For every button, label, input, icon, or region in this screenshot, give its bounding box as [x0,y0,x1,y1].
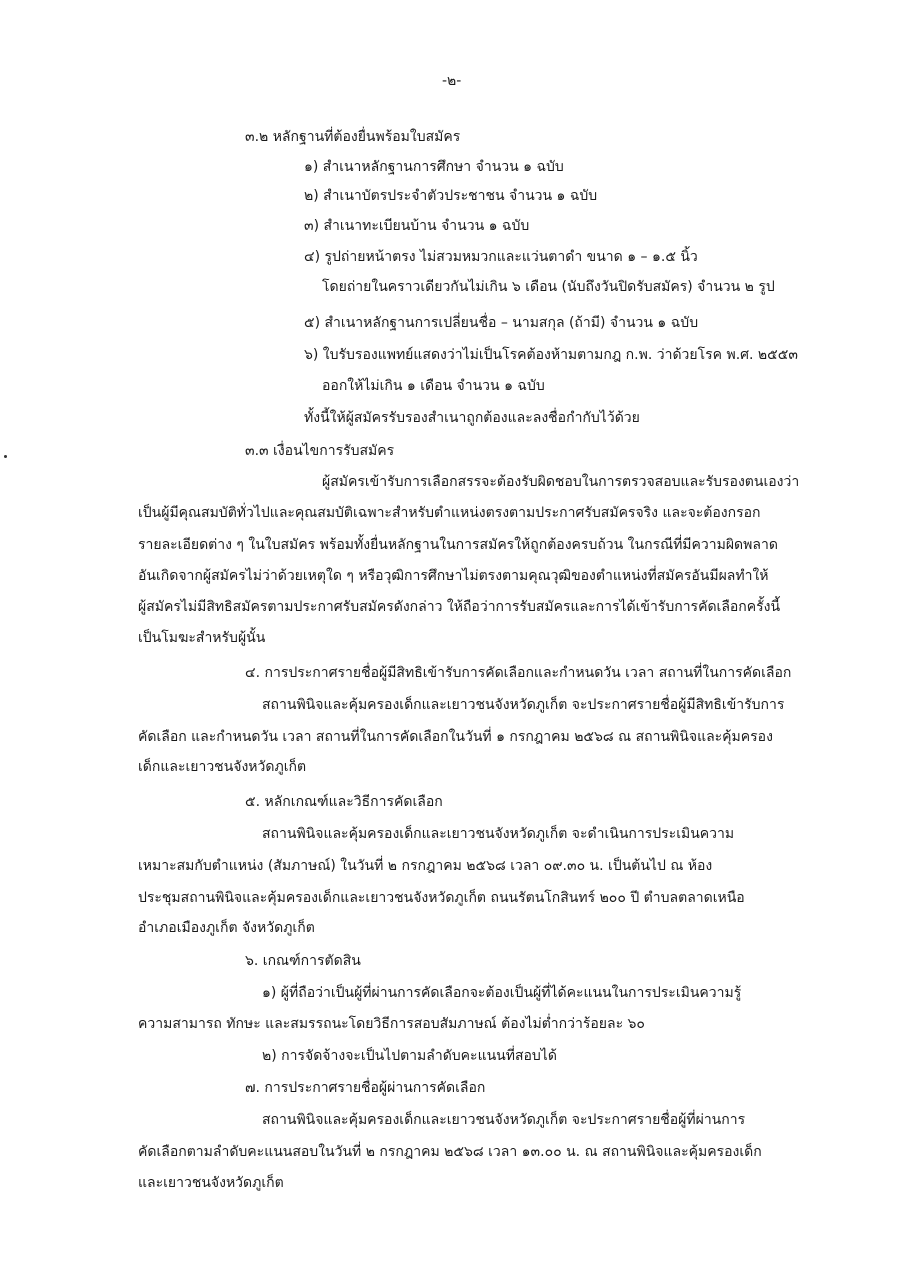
list-item: ๑) ผู้ที่ถือว่าเป็นผู้ที่ผ่านการคัดเลือกจะต้องเป็นผู้ที่ได้คะแนนในการประเมินความรู้ [262,985,742,1001]
scan-mark [4,455,7,458]
list-item-continuation: ความสามารถ ทักษะ และสมรรถนะโดยวิธีการสอบสัมภาษณ์ ต้องไม่ต่ำกว่าร้อยละ ๖๐ [138,1016,645,1032]
paragraph-line: สถานพินิจและคุ้มครองเด็กและเยาวชนจังหวัดภูเก็ต จะประกาศรายชื่อผู้ที่ผ่านการ [262,1112,746,1128]
section-3-2-note: ทั้งนี้ให้ผู้สมัครรับรองสำเนาถูกต้องและลงชื่อกำกับไว้ด้วย [304,410,640,426]
paragraph-line: เป็นโมฆะสำหรับผู้นั้น [138,630,266,646]
paragraph-line: คัดเลือก และกำหนดวัน เวลา สถานที่ในการคัดเลือกในวันที่ ๑ กรกฎาคม ๒๕๖๘ ณ สถานพินิจและคุ้มครอง [138,729,773,745]
paragraph-line: และเยาวชนจังหวัดภูเก็ต [138,1175,284,1191]
section-7-heading: ๗. การประกาศรายชื่อผู้ผ่านการคัดเลือก [245,1080,486,1096]
list-item-continuation: โดยถ่ายในคราวเดียวกันไม่เกิน ๖ เดือน (นับถึงวันปิดรับสมัคร) จำนวน ๒ รูป [322,279,775,295]
list-item: ๕) สำเนาหลักฐานการเปลี่ยนชื่อ – นามสกุล (ถ้ามี) จำนวน ๑ ฉบับ [304,315,699,331]
paragraph-line: ผู้สมัครไม่มีสิทธิสมัครตามประกาศรับสมัครดังกล่าว ให้ถือว่าการรับสมัครและการได้เข้ารับการคัดเลือกครั้งนี้ [138,599,781,615]
paragraph-line: ประชุมสถานพินิจและคุ้มครองเด็กและเยาวชนจังหวัดภูเก็ต ถนนรัตนโกสินทร์ ๒๐๐ ปี ตำบลตลาดเหนือ [138,890,745,906]
list-item-continuation: ออกให้ไม่เกิน ๑ เดือน จำนวน ๑ ฉบับ [322,378,545,394]
paragraph-line: อันเกิดจากผู้สมัครไม่ว่าด้วยเหตุใด ๆ หรือวุฒิการศึกษาไม่ตรงตามคุณวุฒิของตำแหน่งที่สมัครอันมีผลทำให้ [138,568,769,584]
paragraph-line: อำเภอเมืองภูเก็ต จังหวัดภูเก็ต [138,920,315,936]
page-number: -๒- [442,73,462,89]
paragraph-line: รายละเอียดต่าง ๆ ในใบสมัคร พร้อมทั้งยื่นหลักฐานในการสมัครให้ถูกต้องครบถ้วน ในกรณีที่มีความผิดพลาด [138,537,778,553]
section-3-2-heading: ๓.๒ หลักฐานที่ต้องยื่นพร้อมใบสมัคร [245,129,461,145]
list-item: ๒) สำเนาบัตรประจำตัวประชาชน จำนวน ๑ ฉบับ [304,188,598,204]
paragraph-line: เด็กและเยาวชนจังหวัดภูเก็ต [138,759,307,775]
section-4-heading: ๔. การประกาศรายชื่อผู้มีสิทธิเข้ารับการคัดเลือกและกำหนดวัน เวลา สถานที่ในการคัดเลือก [245,665,792,681]
section-6-heading: ๖. เกณฑ์การตัดสิน [245,953,361,969]
paragraph-line: เป็นผู้มีคุณสมบัติทั่วไปและคุณสมบัติเฉพาะสำหรับตำแหน่งตรงตามประกาศรับสมัครจริง และจะต้องกรอก [138,505,761,521]
paragraph-line: เหมาะสมกับตำแหน่ง (สัมภาษณ์) ในวันที่ ๒ กรกฎาคม ๒๕๖๘ เวลา ๐๙.๓๐ น. เป็นต้นไป ณ ห้อง [138,858,713,874]
section-5-heading: ๕. หลักเกณฑ์และวิธีการคัดเลือก [245,794,443,810]
list-item: ๓) สำเนาทะเบียนบ้าน จำนวน ๑ ฉบับ [304,218,530,234]
paragraph-line: สถานพินิจและคุ้มครองเด็กและเยาวชนจังหวัดภูเก็ต จะประกาศรายชื่อผู้มีสิทธิเข้ารับการ [262,697,785,713]
list-item: ๖) ใบรับรองแพทย์แสดงว่าไม่เป็นโรคต้องห้ามตามกฎ ก.พ. ว่าด้วยโรค พ.ศ. ๒๕๕๓ [304,347,798,363]
list-item: ๑) สำเนาหลักฐานการศึกษา จำนวน ๑ ฉบับ [304,159,564,175]
paragraph-line: คัดเลือกตามลำดับคะแนนสอบในวันที่ ๒ กรกฎาคม ๒๕๖๘ เวลา ๑๓.๐๐ น. ณ สถานพินิจและคุ้มครองเด็ก [138,1144,762,1160]
paragraph-line: สถานพินิจและคุ้มครองเด็กและเยาวชนจังหวัดภูเก็ต จะดำเนินการประเมินความ [262,826,735,842]
list-item: ๔) รูปถ่ายหน้าตรง ไม่สวมหมวกและแว่นตาดำ ขนาด ๑ – ๑.๕ นิ้ว [304,249,698,265]
section-3-3-heading: ๓.๓ เงื่อนไขการรับสมัคร [245,443,395,459]
paragraph-line: ผู้สมัครเข้ารับการเลือกสรรจะต้องรับผิดชอบในการตรวจสอบและรับรองตนเองว่า [322,474,800,490]
list-item: ๒) การจัดจ้างจะเป็นไปตามลำดับคะแนนที่สอบได้ [262,1048,557,1064]
